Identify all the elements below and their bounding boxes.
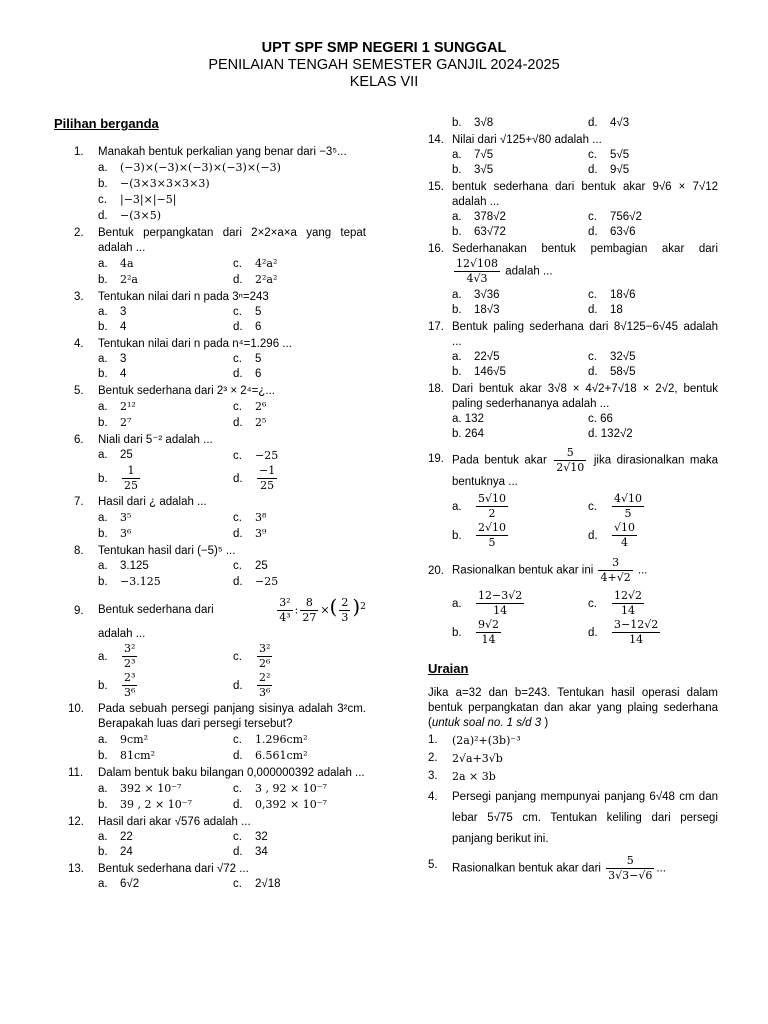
question-7: 7. Hasil dari ¿ adalah ... a. 3⁵ c. 3⁸ b. 3⁶ d. 3⁹ bbox=[54, 495, 366, 542]
option-a: a. (−3)×(−3)×(−3)×(−3)×(−3) bbox=[98, 161, 281, 174]
question-stem: Dari bentuk akar 3√8 × 4√2+7√18 × 2√2, bentuk paling sederhananya adalah ... bbox=[452, 383, 718, 410]
question-stem: Dalam bentuk baku bilangan 0,000000392 adalah ... bbox=[98, 767, 365, 779]
question-stem: Bentuk sederhana dari $\frac{\text{3²}}{\text{4³}}$ : $\frac{8}{27}$ ×( $\frac{2}{3}$ )$^2$ bbox=[98, 594, 366, 624]
option-c: c. 5√5 bbox=[588, 149, 630, 161]
question-8: 8. Tentukan hasil dari (−5)⁵ ... a. 3.125 c. 25 b. −3.125 d. −25 bbox=[54, 544, 366, 590]
option-d: d. 2²a² bbox=[233, 273, 278, 286]
essay-item-5: 5. Rasionalkan bentuk akar dari $\frac{5}{3√3-√6}$ ... bbox=[428, 854, 666, 882]
question-stem: Bentuk paling sederhana dari 8√125−6√45 adalah ... bbox=[452, 321, 718, 348]
question-stem: Bentuk sederhana dari 2³ × 2⁴=¿... bbox=[98, 385, 275, 397]
option-b: b. $\frac{1}{25}$ bbox=[98, 464, 138, 492]
question-16: 16. Sederhanakan bentuk pembagian akar dari $\frac{12√108}{4√3}$ adalah ... a. 3√36 c. 18√6 b. 18√3 d. 18 bbox=[428, 242, 718, 318]
option-a: a. $\frac{5√10}{2}$ bbox=[452, 492, 507, 520]
question-3: 3. Tentukan nilai dari n pada 3ⁿ=243 a. 3 c. 5 b. 4 d. 6 bbox=[54, 290, 366, 335]
question-17: 17. Bentuk paling sederhana dari 8√125−6√45 adalah ... a. 22√5 c. 32√5 b. 146√5 d. 58√5 bbox=[428, 320, 718, 380]
option-c: c. $\frac{4√10}{5}$ bbox=[588, 492, 643, 520]
essay-item-2: 2. 2√a+3√b bbox=[428, 752, 503, 765]
fraction: $\frac{1}{25}$ bbox=[124, 464, 138, 492]
option-c: c. 4²a² bbox=[233, 257, 278, 270]
option-a: a. 3.125 bbox=[98, 560, 149, 572]
option-c: c. 2√18 bbox=[233, 878, 281, 890]
expression: $\frac{\text{3²}}{\text{4³}}$ : $\frac{8}{27}$ ×( $\frac{2}{3}$ )$^2$ bbox=[279, 594, 366, 624]
option-c: c. 25 bbox=[233, 560, 268, 572]
option-d: d. 58√5 bbox=[588, 366, 636, 378]
option-a: a. 3√36 bbox=[452, 289, 500, 301]
question-11: 11. Dalam bentuk baku bilangan 0,000000392 adalah ... a. 392 × 10⁻⁷ c. 3 , 92 × 10⁻⁷ b. 39 , 2 × 10⁻⁷ d. 0,392 × 10⁻⁷ bbox=[54, 766, 366, 813]
document-header bbox=[0, 40, 768, 91]
question-stem: Rasionalkan bentuk akar ini $\frac{3}{4+√2}$ ... bbox=[452, 556, 648, 584]
option-d: d. 0,392 × 10⁻⁷ bbox=[233, 798, 327, 811]
option-c: c. 5 bbox=[233, 306, 262, 318]
question-13: 13. Bentuk sederhana dari √72 ... a. 6√2 c. 2√18 bbox=[54, 862, 366, 892]
option-d: d. 4√3 bbox=[588, 117, 630, 129]
option-d: d. 6.561cm² bbox=[233, 749, 308, 762]
question-stem: Nilai dari √125+√80 adalah ... bbox=[452, 134, 602, 146]
option-b: b. $\frac{9√2}{14}$ bbox=[452, 618, 500, 646]
option-b: b. $\frac{2√10}{5}$ bbox=[452, 521, 507, 549]
option-c: c. −25 bbox=[233, 449, 279, 462]
option-c: c. 2⁶ bbox=[233, 400, 267, 413]
option-b: b. 264 bbox=[452, 428, 484, 440]
question-stem-end: adalah ... bbox=[98, 628, 146, 640]
multiple-choice-title: Pilihan berganda bbox=[54, 116, 159, 131]
option-d: d. 9√5 bbox=[588, 164, 630, 176]
option-a: a. 3 bbox=[98, 306, 127, 318]
option-b: b. 39 , 2 × 10⁻⁷ bbox=[98, 798, 192, 811]
grade-label: KELAS VII bbox=[349, 74, 419, 90]
option-a: a. 22 bbox=[98, 831, 133, 843]
option-d: d. 132√2 bbox=[588, 428, 633, 440]
option-b: b. 3√5 bbox=[452, 164, 494, 176]
question-stem: Niali dari 5⁻² adalah ... bbox=[98, 434, 213, 446]
option-c: c. 32√5 bbox=[588, 351, 636, 363]
option-c: c. 3⁸ bbox=[233, 511, 267, 524]
option-a: a. 9cm² bbox=[98, 733, 148, 746]
option-d: d. −(3×5) bbox=[98, 209, 162, 222]
option-b: b. 4 bbox=[98, 368, 127, 380]
option-a: a. 3⁵ bbox=[98, 511, 132, 524]
question-18: 18. Dari bentuk akar 3√8 × 4√2+7√18 × 2√2, bentuk paling sederhananya adalah ... a. 132 c. 66 b. 264 d. 132√2 bbox=[428, 382, 718, 442]
option-c: c. 1.296cm² bbox=[233, 733, 308, 746]
question-stem: Bentuk perpangkatan dari 2×2×a×a yang tepat adalah ... bbox=[98, 227, 366, 254]
essay-item-1: 1. (2a)²+(3b)⁻³ bbox=[428, 734, 521, 747]
option-c: c. $\frac{12√2}{14}$ bbox=[588, 589, 643, 617]
option-b: b. 18√3 bbox=[452, 304, 500, 316]
option-b: b. 3√8 bbox=[452, 117, 494, 129]
question-stem: Manakah bentuk perkalian yang benar dari −3⁵... bbox=[98, 146, 347, 158]
option-b: b. 24 bbox=[98, 846, 133, 858]
fraction: $\frac{5}{3√3-√6}$ bbox=[608, 854, 653, 882]
fraction: $\frac{12√108}{4√3}$ bbox=[456, 257, 499, 285]
option-a: a. 132 bbox=[452, 413, 484, 425]
option-b: b. 3⁶ bbox=[98, 527, 132, 540]
option-d: d. −25 bbox=[233, 575, 279, 588]
option-c: c. |−3|×|−5| bbox=[98, 193, 177, 206]
option-b: b. $\frac{\text{2³}}{\text{3⁶}}$ bbox=[98, 671, 136, 699]
essay-intro: Jika a=32 dan b=243. Tentukan hasil operasi dalam bentuk perpangkatan dan akar yang plaing sederhana (untuk soal no. 1 s/d 3 ) bbox=[428, 687, 718, 729]
question-15: 15. bentuk sederhana dari bentuk akar 9√6 × 7√12 adalah ... a. 378√2 c. 756√2 b. 63√72 d. 63√6 bbox=[428, 180, 718, 240]
option-c: c. 18√6 bbox=[588, 289, 636, 301]
option-d: d. 63√6 bbox=[588, 226, 636, 238]
essay-item-4: 4. Persegi panjang mempunyai panjang 6√48 cm dan lebar 5√75 cm. Tentukan keliling dari persegi panjang berikut ini. bbox=[428, 791, 718, 845]
question-stem: Hasil dari akar √576 adalah ... bbox=[98, 816, 251, 828]
school-name: UPT SPF SMP NEGERI 1 SUNGGAL bbox=[261, 40, 507, 56]
fraction: $\frac{3}{4+√2}$ bbox=[600, 556, 631, 584]
option-d: d. 34 bbox=[233, 846, 268, 858]
option-b: b. −(3×3×3×3×3) bbox=[98, 177, 210, 190]
option-a: a. 7√5 bbox=[452, 149, 494, 161]
option-b: b. 146√5 bbox=[452, 366, 506, 378]
option-a: a. 392 × 10⁻⁷ bbox=[98, 782, 182, 795]
option-a: a. 6√2 bbox=[98, 878, 140, 890]
question-stem: Pada sebuah persegi panjang sisinya adalah 3²cm. Berapakah luas dari persegi tersebut? bbox=[98, 703, 366, 730]
left-column bbox=[54, 116, 366, 894]
essay-title: Uraian bbox=[428, 661, 469, 676]
option-b: b. 4 bbox=[98, 321, 127, 333]
exam-title: PENILAIAN TENGAH SEMESTER GANJIL 2024-2025 bbox=[208, 57, 560, 73]
question-19: 19. Pada bentuk akar $\frac{5}{2√10}$ jika dirasionalkan maka bentuknya ... a. $\frac{5√10}{2}$ c. $\frac{4√10}{5}$ b. $\frac{2√10}{5}$ d. $\frac{√10}{4}$ bbox=[428, 446, 718, 550]
option-d: d. $\frac{3-12√2}{14}$ bbox=[588, 618, 659, 646]
question-6: 6. Niali dari 5⁻² adalah ... a. 25 c. −25 b. $\frac{1}{25}$ d. $\frac{-1}{25}$ bbox=[54, 433, 366, 493]
question-stem: Tentukan nilai dari n pada n⁴=1.296 ... bbox=[98, 338, 292, 350]
option-a: a. $\frac{12-3√2}{14}$ bbox=[452, 589, 523, 617]
question-5: 5. Bentuk sederhana dari 2³ × 2⁴=¿... a. 2¹² c. 2⁶ b. 2⁷ d. 2⁵ bbox=[54, 384, 366, 431]
question-10: 10. Pada sebuah persegi panjang sisinya adalah 3²cm. Berapakah luas dari persegi tersebut? a. 9cm² c. 1.296cm² b. 81cm² d. 6.561cm² bbox=[68, 703, 366, 762]
option-b: b. 2⁷ bbox=[98, 416, 132, 429]
option-a: a. 22√5 bbox=[452, 351, 500, 363]
option-b: b. 2²a bbox=[98, 273, 138, 286]
option-c: c. $\frac{\text{3²}}{\text{2⁶}}$ bbox=[233, 642, 271, 670]
right-column bbox=[428, 116, 718, 885]
option-a: a. 3 bbox=[98, 353, 127, 365]
option-a: a. $\frac{\text{3²}}{\text{2³}}$ bbox=[98, 642, 136, 670]
option-d: d. 18 bbox=[588, 304, 623, 316]
question-stem: Bentuk sederhana dari √72 ... bbox=[98, 863, 249, 875]
option-c: c. 66 bbox=[588, 413, 613, 425]
option-c: c. 5 bbox=[233, 353, 262, 365]
question-4: 4. Tentukan nilai dari n pada n⁴=1.296 ... a. 3 c. 5 b. 4 d. 6 bbox=[54, 337, 366, 382]
fraction: $\frac{-1}{25}$ bbox=[259, 464, 276, 492]
option-d: d. 6 bbox=[233, 368, 262, 380]
question-2: 2. Bentuk perpangkatan dari 2×2×a×a yang tepat adalah ... a. 4a c. 4²a² b. 2²a d. 2²a² bbox=[74, 227, 366, 286]
question-20: 20. Rasionalkan bentuk akar ini $\frac{3}{4+√2}$ ... a. $\frac{12-3√2}{14}$ c. $\frac{12√2}{14}$ b. $\frac{9√2}{14}$ d. $\frac{3-12√2}{14}$ bbox=[428, 556, 718, 647]
option-c: c. 32 bbox=[233, 831, 268, 843]
option-d: d. $\frac{\text{2²}}{\text{3⁶}}$ bbox=[233, 671, 271, 699]
option-d: d. 3⁹ bbox=[233, 527, 267, 540]
question-stem: Pada bentuk akar $\frac{5}{2√10}$ jika dirasionalkan maka bentuknya ... bbox=[452, 446, 718, 488]
question-stem: Sederhanakan bentuk pembagian akar dari $\frac{12√108}{4√3}$ adalah ... bbox=[452, 243, 718, 285]
option-a: a. 25 bbox=[98, 449, 133, 461]
question-stem: Tentukan nilai dari n pada 3ⁿ=243 bbox=[98, 291, 269, 303]
option-c: c. 3 , 92 × 10⁻⁷ bbox=[233, 782, 327, 795]
option-b: b. 81cm² bbox=[98, 749, 155, 762]
option-b: b. 63√72 bbox=[452, 226, 506, 238]
question-14: 14. Nilai dari √125+√80 adalah ... a. 7√5 c. 5√5 b. 3√5 d. 9√5 bbox=[428, 133, 718, 178]
question-stem: Hasil dari ¿ adalah ... bbox=[98, 496, 207, 508]
fraction: $\frac{5}{2√10}$ bbox=[556, 446, 585, 474]
question-stem: bentuk sederhana dari bentuk akar 9√6 × 7√12 adalah ... bbox=[452, 181, 718, 208]
question-12: 12. Hasil dari akar √576 adalah ... a. 22 c. 32 b. 24 d. 34 bbox=[54, 815, 366, 860]
question-stem: Tentukan hasil dari (−5)⁵ ... bbox=[98, 545, 236, 557]
option-a: a. 4a bbox=[98, 257, 134, 270]
option-b: b. −3.125 bbox=[98, 575, 161, 588]
question-1: 1. Manakah bentuk perkalian yang benar dari −3⁵... a. (−3)×(−3)×(−3)×(−3)×(−3) b. −(3×3×3×3×3) c. |−3|×|−5| d. −(3×5) bbox=[54, 145, 366, 224]
question-13-continued bbox=[428, 116, 718, 131]
option-d: d. $\frac{√10}{4}$ bbox=[588, 521, 636, 549]
question-9: 9. Bentuk sederhana dari $\frac{\text{3²}}{\text{4³}}$ : $\frac{8}{27}$ ×( $\frac{2}{3}$ )$^2$ adalah ... a. $\frac{\text{3²}}{\text{2³}}$ c. $\frac{\text{3²}}{\text{2⁶}}$ b. $\frac{\text{2³}}{\text{3⁶}}$ d. $\frac{\text{2²}}{\text{3⁶}}$ bbox=[74, 594, 366, 699]
option-d: d. $\frac{-1}{25}$ bbox=[233, 464, 276, 492]
option-a: a. 378√2 bbox=[452, 211, 506, 223]
option-d: d. 6 bbox=[233, 321, 262, 333]
option-a: a. 2¹² bbox=[98, 400, 136, 413]
option-d: d. 2⁵ bbox=[233, 416, 267, 429]
option-c: c. 756√2 bbox=[588, 211, 642, 223]
essay-item-3: 3. 2a × 3b bbox=[428, 770, 496, 783]
